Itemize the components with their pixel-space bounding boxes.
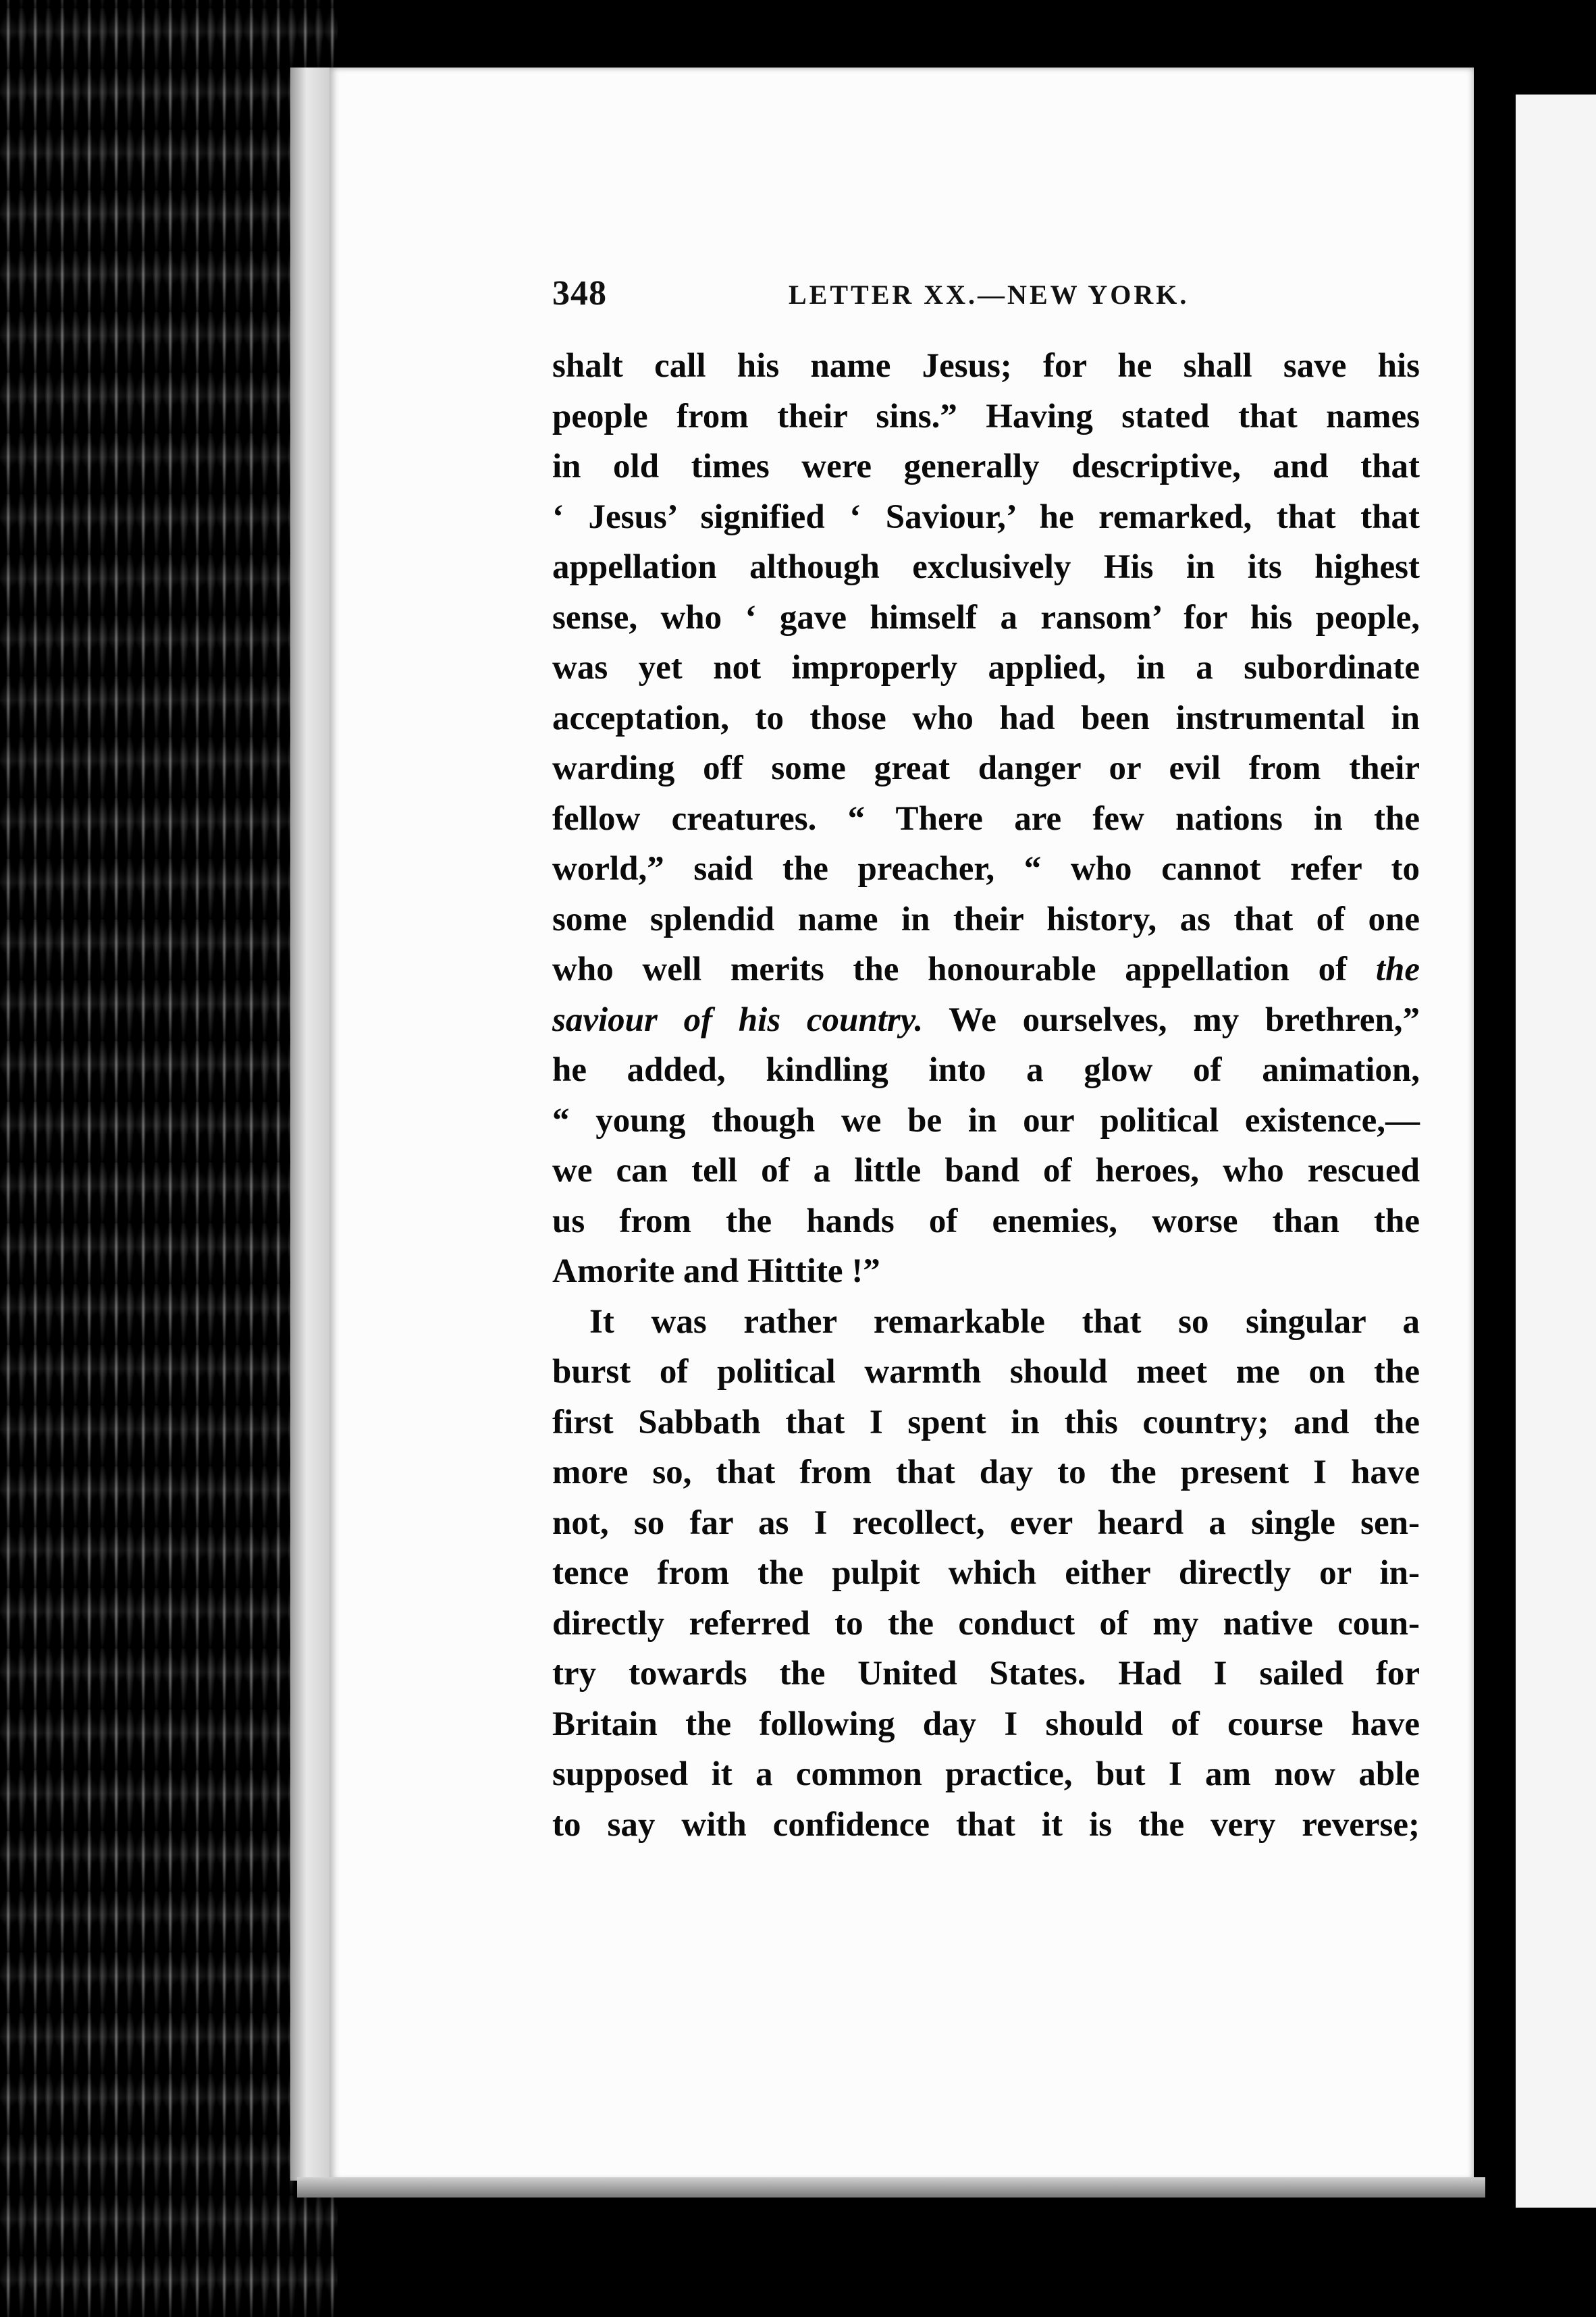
text-line: we can tell of a little band of heroes, who rescued <box>552 1152 1420 1190</box>
text-line: try towards the United States. Had I sailed for <box>552 1655 1420 1693</box>
text-line: Britain the following day I should of course have <box>552 1705 1420 1743</box>
body-text <box>552 341 1420 1850</box>
text-line: fellow creatures. “ There are few nations in the <box>552 799 1420 838</box>
text-line: some splendid name in their history, as that of one <box>552 900 1420 938</box>
text-line: not, so far as I recollect, ever heard a single sen- <box>552 1503 1420 1542</box>
text-line: Amorite and Hittite !” <box>552 1252 880 1290</box>
text-line: people from their sins.” Having stated that names <box>552 397 1420 435</box>
text-line-with-italic <box>552 944 1420 995</box>
text-line: sense, who ‘ gave himself a ransom’ for his people, <box>552 598 1420 637</box>
book-binding-edge <box>0 0 338 2317</box>
text-line: was yet not improperly applied, in a subordinate <box>552 649 1420 687</box>
text-line: appellation although exclusively His in its highest <box>552 548 1420 586</box>
text-line: “ young though we be in our political existence,— <box>552 1101 1420 1140</box>
text-line: world,” said the preacher, “ who cannot refer to <box>552 850 1420 888</box>
text-line: burst of political warmth should meet me on the <box>552 1353 1420 1391</box>
text-line: more so, that from that day to the present I have <box>552 1454 1420 1491</box>
page-number: 348 <box>552 274 607 313</box>
page-stack-edge <box>290 68 331 2181</box>
text-line: he added, kindling into a glow of animation, <box>552 1051 1420 1089</box>
text-line: It was rather remarkable that so singular a <box>589 1302 1420 1341</box>
running-head <box>552 273 1420 321</box>
text-line: directly referred to the conduct of my native coun- <box>552 1604 1420 1643</box>
italic-phrase: the <box>1375 951 1420 988</box>
gutter-shadow <box>1474 68 1516 2208</box>
text-line: acceptation, to those who had been instrumental in <box>552 699 1420 737</box>
running-head-title: LETTER XX.—NEW YORK. <box>789 279 1190 310</box>
text-segment: We ourselves, my brethren,” <box>949 1001 1420 1039</box>
text-line: ‘ Jesus’ signified ‘ Saviour,’ he remarked, that that <box>552 498 1420 536</box>
page-bottom-edge <box>297 2177 1485 2198</box>
text-line: to say with confidence that it is the very reverse; <box>552 1805 1420 1844</box>
text-line: supposed it a common practice, but I am now able <box>552 1755 1420 1793</box>
text-line: tence from the pulpit which either directly or in- <box>552 1554 1420 1592</box>
italic-phrase: saviour of his country. <box>552 1001 924 1039</box>
facing-page-edge <box>1516 95 1596 2208</box>
text-line: warding off some great danger or evil from their <box>552 749 1420 787</box>
text-line: shalt call his name Jesus; for he shall save his <box>552 347 1420 385</box>
text-line-with-italic <box>552 995 1420 1046</box>
text-line: in old times were generally descriptive, and that <box>552 448 1420 485</box>
text-segment: who well merits the honourable appellation of <box>552 951 1348 988</box>
text-line: first Sabbath that I spent in this country; and the <box>552 1403 1420 1441</box>
text-line: us from the hands of enemies, worse than the <box>552 1202 1420 1240</box>
